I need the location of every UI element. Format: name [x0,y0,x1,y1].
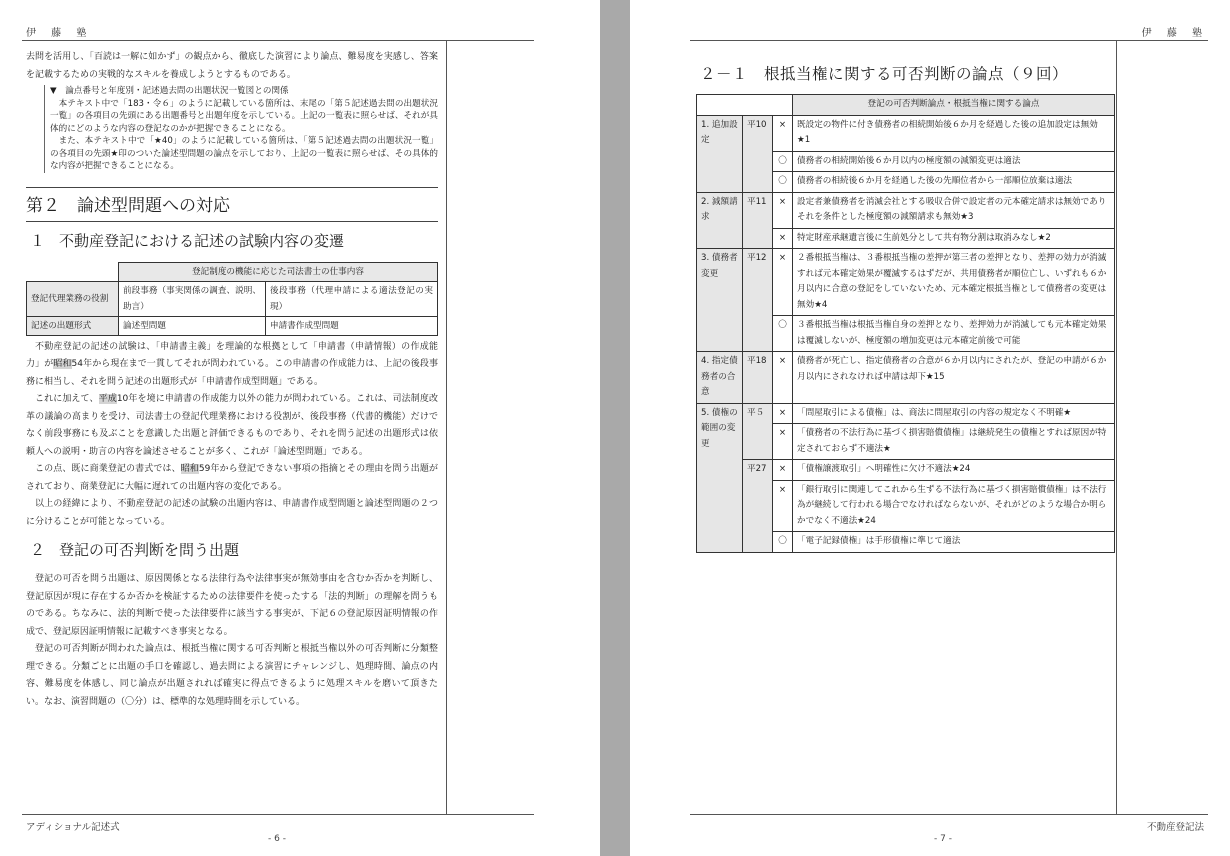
mark-cell: × [773,228,793,249]
table-cell: 論述型問題 [119,316,266,335]
table-row [697,403,1115,424]
table-cell: 申請書作成型問題 [266,316,438,335]
mark-cell: × [773,352,793,404]
table-row-label: 登記代理業務の役割 [27,281,119,316]
note-heading: ▼ 論点番号と年度別・記述過去問の出題状況一覧図との関係 [50,86,289,96]
content-cell: 「債権譲渡取引」へ明確性に欠け不適法★24 [793,460,1115,481]
body-paragraph: 登記の可否判断が問われた論点は、根抵当権に関する可否判断と根抵当権以外の可否判断に分類整理できる。分類ごとに出題の手口を確認し、過去問による演習にチャレンジし、処理時間、論点の内容、難易度を体感し、同じ論点が出題されれば確実に得点できるように処理スキルを磨いて頂きたい。なお、演習問題の（〇分）は、標準的な処理時間を示している。 [26,644,438,707]
page-footer: アディショナル記述式 [26,822,120,833]
content-cell: 「電子記録債権」は手形債権に準じて適法 [793,532,1115,553]
content-cell: 「問屋取引による債権」は、商法に問屋取引の内容の規定なく不明確★ [793,403,1115,424]
margin-rule [1116,40,1117,814]
year-cell: 平５ [743,403,773,460]
mark-cell: 〇 [773,151,793,172]
year-cell: 平18 [743,352,773,404]
mark-cell: × [773,403,793,424]
mark-cell: 〇 [773,172,793,193]
header-rule [22,40,534,41]
table-row [697,192,1115,228]
content-cell: ３番根抵当権は根抵当権自身の差押となり、差押効力が消滅しても元本確定効果は覆滅しないが、極度額の増加変更は元本確定前後で可能 [793,316,1115,352]
mark-cell: × [773,249,793,316]
subsection-number: １ [30,231,46,250]
footer-rule [690,814,1208,815]
table-empty-cell [697,95,793,116]
page-header: 伊 藤 塾 [1141,28,1208,39]
footer-rule [22,814,534,815]
table-row [697,115,1115,151]
intro-text: 去問を活用し、「百読は一解に如かず」の観点から、徹底した演習により論点、難易度を実感し、答案を記載するための実戦的なスキルを養成しようとするものである。 [26,52,438,80]
year-cell: 平10 [743,115,773,192]
body-paragraph: これに加えて、平成10年を境に申請書の作成能力以外の能力が問われている。これは、司法制度改革の議論の高まりを受け、司法書士の登記代理業務における役割が、後段事務（代書的機能）だけでなく前段事務にも及ぶことを意識した出題と評価できるものであり、それを問う記述の出題形式は依頼人への説明・助言の内容を論述させることが多く、これが「論述型問題」である。 [26,394,438,457]
table-cell: 前段事務（事実関係の調査、説明、助言） [119,281,266,316]
table-row-label: 記述の出題形式 [27,316,119,335]
content-cell: 債務者が死亡し、指定債務者の合意が６か月以内にされたが、登記の申請が６か月以内にされなければ申請は却下★15 [793,352,1115,404]
mark-cell: × [773,460,793,481]
highlighted-text: 昭和 [180,464,199,474]
table-header-cell: 登記制度の機能に応じた司法書士の仕事内容 [119,262,438,281]
note-paragraph: 本テキスト中で「183・令６」のように記載している箇所は、末尾の「第５記述過去問の出題状況一覧」の各項目の先頭にある出題番号と出題年度を示している。上記の一覧表に照らせば、それが具体的にどのような内容の登記なのかが把握できることになる。 [50,98,438,134]
content-cell: 既設定の物件に付き債務者の相続開始後６か月を経過した後の追加設定は無効★1 [793,115,1115,151]
left-page [0,0,600,856]
table-empty-cell [27,262,119,281]
content-cell: 「債務者の不法行為に基づく損害賠償債権」は継続発生の債権とすれば原因が特定されておらず不適法★ [793,424,1115,460]
page-number: - 6 - [268,834,286,844]
page-title: ２－１ 根抵当権に関する可否判断の論点（９回） [700,65,1069,83]
mark-cell: 〇 [773,532,793,553]
note-box [44,85,438,173]
margin-rule [446,40,447,814]
highlighted-text: 平成 [98,394,117,404]
content-cell: 債務者の相続開始後６か月以内の極度額の減額変更は適法 [793,151,1115,172]
table-cell: 後段事務（代理申請による適法登記の実現） [266,281,438,316]
right-page [630,0,1230,856]
content-cell: 「銀行取引に関連してこれから生ずる不法行為に基づく損害賠償債権」は不法行為が継続して行われる場合でなければならないが、それがどのような場合か明らかでなく不適法★24 [793,480,1115,532]
content-cell: 設定者兼債務者を消滅会社とする吸収合併で設定者の元本確定請求は無効でありそれを条件とした極度額の減額請求も無効★3 [793,192,1115,228]
category-cell: 1. 追加設定 [697,115,743,192]
section-title: 第２ 論述型問題への対応 [26,187,438,222]
subsection-title: 登記の可否判断を問う出題 [59,541,240,559]
table-row [697,352,1115,404]
year-cell: 平12 [743,249,773,352]
functions-table [26,262,438,336]
category-cell: 2. 減額請求 [697,192,743,249]
category-cell: 3. 債務者変更 [697,249,743,352]
table-header-cell: 登記の可否判断論点・根抵当権に関する論点 [793,95,1115,116]
body-paragraph: この点、既に商業登記の書式では、昭和59年から登記できない事項の指摘とその理由を問う出題がされており、商業登記に大幅に遅れての出題内容の変化である。 [26,464,438,492]
year-cell: 平27 [743,460,773,553]
mark-cell: × [773,115,793,151]
subsection-title: 不動産登記における記述の試験内容の変遷 [59,231,345,250]
header-rule [690,40,1208,41]
body-paragraph: 登記の可否を問う出題は、原因関係となる法律行為や法律事実が無効事由を含むか否かを判断し、登記原因が現に存在するか否かを検証するための法律要件を使ったする「法的判断」の理解を問うものである。ちなみに、法的判断で使った法律要件に該当する事実が、下記６の登記原因証明情報の作成で、登記原因証明情報に記載すべき事実となる。 [26,574,438,637]
body-paragraph: 以上の経緯により、不動産登記の記述の試験の出題内容は、申請書作成型問題と論述型問題の２つに分けることが可能となっている。 [26,499,438,527]
table-row [697,460,1115,481]
page-number: - 7 - [934,834,952,844]
highlighted-text: 昭和 [53,359,72,369]
body-paragraph: 不動産登記の記述の試験は、「申請書主義」を理論的な根拠として「申請書（申請情報）の作成能力」が昭和54年から現在まで一貫してそれが問われている。この申請書の作成能力は、上記の後段事務に相当し、それを問う記述の出題形式が「申請書作成型問題」である。 [26,341,438,387]
mark-cell: × [773,480,793,532]
category-cell: 4. 指定債務者の合意 [697,352,743,404]
mark-cell: × [773,192,793,228]
page-footer: 不動産登記法 [1146,822,1204,833]
year-cell: 平11 [743,192,773,249]
page-header: 伊 藤 塾 [26,28,93,39]
subsection-heading [30,539,438,561]
content-cell: ２番根抵当権は、３番根抵当権の差押が第三者の差押となり、差押の効力が消滅すれば元本確定効果が覆滅するはずだが、共用債務者が順位亡し、いずれも６か月以内に合意の登記をしていないため、元本確定根抵当権として債務者の変更は無効★4 [793,249,1115,316]
mark-cell: × [773,424,793,460]
mark-cell: 〇 [773,316,793,352]
table-row [697,249,1115,316]
mortgage-judgment-table [696,94,1115,553]
left-body [26,49,438,711]
subsection-heading [30,230,438,252]
content-cell: 債務者の相続後６か月を経過した後の先順位者から一部順位放棄は適法 [793,172,1115,193]
category-cell: 5. 債権の範囲の変更 [697,403,743,552]
content-cell: 特定財産承継遺言後に生前処分として共有物分割は取消みなし★2 [793,228,1115,249]
note-paragraph: また、本テキスト中で「★40」のように記載している箇所は、「第５記述過去問の出題状況一覧」の各項目の先頭★印のついた論述型問題の論点を示しており、上記の一覧表に照らせば、その具体的な内容が把握できることになる。 [50,136,438,171]
subsection-number: ２ [30,541,46,559]
